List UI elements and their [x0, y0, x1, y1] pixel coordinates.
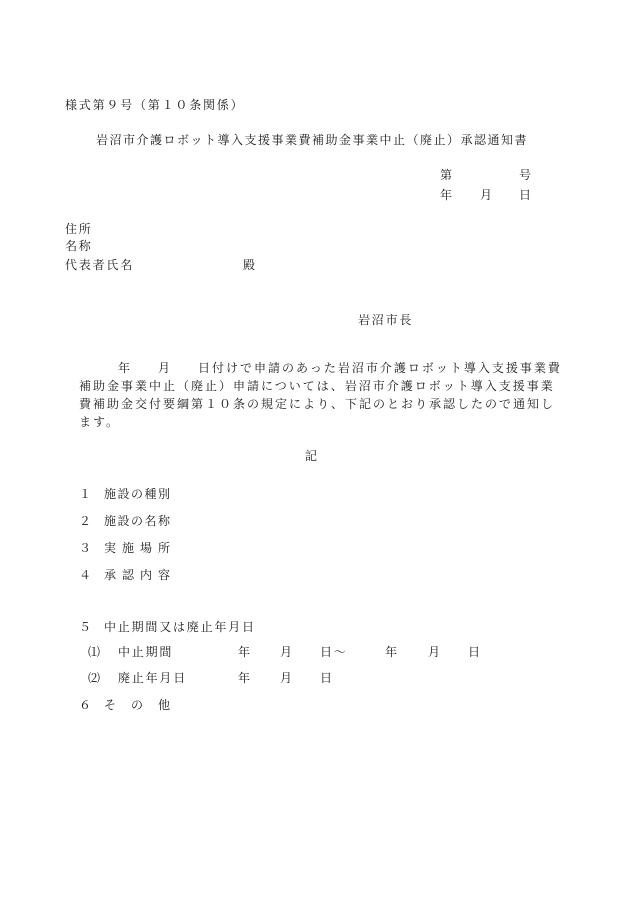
abolition-month: 月: [280, 671, 294, 685]
body-line-3: 費補助金交付要綱第１０条の規定により、下記のとおり承認したので通知し: [79, 397, 556, 411]
doc-number-prefix: 第: [440, 168, 454, 182]
doc-date-year: 年: [440, 188, 454, 202]
recipient-address-label: 住所: [65, 222, 93, 236]
item-label-suspension-period: 中止期間又は廃止年月日: [104, 620, 256, 634]
item-number: ２: [79, 514, 93, 528]
body-date-month: 月: [158, 361, 172, 375]
item-number: ４: [79, 568, 93, 582]
body-line-1: 日付けで申請のあった岩沼市介護ロボット導入支援事業費: [198, 361, 562, 375]
item-number: ５: [79, 620, 93, 634]
body-line-2: 補助金事業中止（廃止）申請については、岩沼市介護ロボット導入支援事業: [79, 379, 555, 393]
ki-heading: 記: [305, 449, 319, 463]
body-date-year: 年: [118, 361, 132, 375]
form-number: 様式第９号（第１０条関係）: [65, 98, 245, 112]
sub-item-label: 中止期間: [118, 645, 174, 659]
item-number: ６: [79, 698, 93, 712]
item-number: ３: [79, 541, 93, 555]
document-title: 岩沼市介護ロボット導入支援事業費補助金事業中止（廃止）承認通知書: [96, 133, 529, 147]
sender-name: 岩沼市長: [358, 313, 414, 327]
item-label-location: 実 施 場 所: [104, 541, 170, 555]
list-item: [0, 486, 630, 502]
to-month: 月: [428, 645, 442, 659]
list-item: [0, 513, 630, 529]
to-day: 日: [468, 645, 482, 659]
list-item: [0, 540, 630, 556]
item-label-facility-type: 施 設 の 種 別: [104, 487, 170, 501]
item-label-other: そ の 他: [104, 698, 170, 712]
abolition-day: 日: [320, 671, 334, 685]
list-item: [0, 619, 630, 635]
sub-item-number: ⑴: [88, 645, 102, 659]
list-item: [0, 567, 630, 583]
recipient-honorific: 殿: [243, 258, 257, 272]
sub-item-number: ⑵: [88, 671, 102, 685]
abolition-year: 年: [238, 671, 252, 685]
doc-number-suffix: 号: [519, 168, 533, 182]
body-line-4: ます。: [79, 415, 121, 429]
from-day: 日～: [320, 645, 348, 659]
from-year: 年: [238, 645, 252, 659]
sub-item-label: 廃止年月日: [118, 671, 188, 685]
sub-item-suspension: [0, 644, 630, 660]
recipient-representative-label: 代表者氏名: [65, 258, 135, 272]
to-year: 年: [385, 645, 399, 659]
doc-date-day: 日: [519, 188, 533, 202]
from-month: 月: [280, 645, 294, 659]
sub-item-abolition: [0, 670, 630, 686]
item-number: １: [79, 487, 93, 501]
item-label-approval-content: 承 認 内 容: [104, 568, 170, 582]
list-item: [0, 697, 630, 713]
recipient-name-label: 名称: [65, 239, 93, 253]
doc-date-month: 月: [480, 188, 494, 202]
item-label-facility-name: 施 設 の 名 称: [104, 514, 170, 528]
